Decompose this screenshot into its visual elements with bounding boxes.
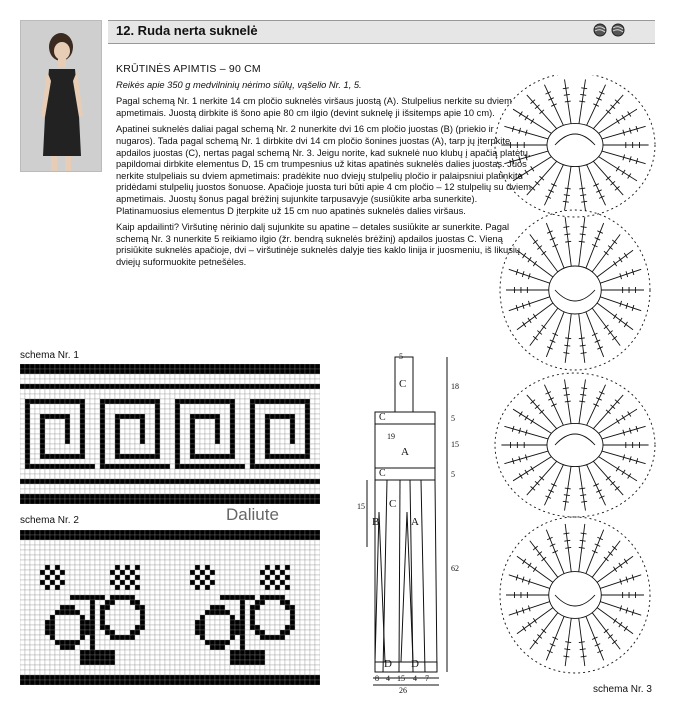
watermark-text: Daliute <box>226 505 279 524</box>
schema3-caption: schema Nr. 3 <box>593 684 652 695</box>
dim-bottom-2: 4 <box>386 674 390 683</box>
dim-strap-length: 18 <box>451 382 459 391</box>
materials-text: Reikės apie 350 g medvilninių nėrimo siūlų, vąšelio Nr. 1, 5. <box>116 79 362 90</box>
dim-bottom-4: 4 <box>413 674 417 683</box>
label-d-right: D <box>411 658 419 670</box>
paragraph-finishing: Kaip apdailinti? Viršutinę nėrinio dalį sujunkite su apatine – detales susiūkite ar sunerkite. Pagal schemą Nr. 3 nunerkite 5 reikiamo ilgio (žr. bendrą suknelės brėžinį) apdailos juostas C. Vieną prisiūkite suknelės apačioje, dvi – viršutinėje suknelės dalyje ties kaklo linija ir juosmeniu, iš likusių dviejų suformuokite petnešėles. <box>116 222 521 267</box>
paragraph-top-band: Pagal schemą Nr. 1 nerkite 14 cm pločio suknelės viršaus juostą (A). Stulpelius nerkite su dviem apmetimais. Juostą dirbkite iš šono apie 80 cm ilgio (devint suknelę ji išsitemps apie 10 cm). <box>116 96 512 118</box>
dim-d-offset: 15 <box>357 502 365 511</box>
dim-bottom-1: 8 <box>375 674 379 683</box>
dim-bottom-5: 7 <box>425 674 429 683</box>
label-c-top: C <box>379 412 386 423</box>
yarn-ball-icon <box>594 24 606 36</box>
yarn-ball-icon <box>612 24 624 36</box>
dim-bottom-total: 26 <box>399 686 407 695</box>
dim-a-height: 15 <box>451 440 459 449</box>
page-title: 12. Ruda nerta suknelė <box>116 23 258 38</box>
dim-c-mid-height: 5 <box>451 470 455 479</box>
label-a-top: A <box>401 446 409 458</box>
label-c-lower: C <box>389 498 397 510</box>
dim-strap-width: 5 <box>399 352 403 361</box>
label-c-mid: C <box>379 468 386 479</box>
bust-size-heading: KRŪTINĖS APIMTIS – 90 CM <box>116 63 261 75</box>
dim-c-height: 5 <box>451 414 455 423</box>
schema1-grid <box>20 364 320 509</box>
schema3-lace-chart <box>488 75 663 685</box>
label-a-lower: A <box>411 516 419 528</box>
schema2-caption: schema Nr. 2 <box>20 515 79 526</box>
schema1-caption: schema Nr. 1 <box>20 350 79 361</box>
dim-top-width: 19 <box>387 432 395 441</box>
schema2-grid <box>20 530 320 690</box>
instructions-text <box>116 64 534 274</box>
dim-lower-length: 62 <box>451 564 459 573</box>
dim-bottom-3: 15 <box>397 674 405 683</box>
label-d-left: D <box>384 658 392 670</box>
header-icons <box>592 22 632 43</box>
label-c-strap: C <box>399 378 407 390</box>
dress-diagram-labels <box>355 352 460 697</box>
paragraph-bottom-part: Apatinei suknelės daliai pagal schemą Nr. 2 nunerkite dvi 16 cm pločio juostas (B) (priekio ir nugaros). Tada pagal schemą Nr. 1 dirbkite dvi 14 cm pločio šonines juostas (A), tarp jų įterpkite apdailos juostas (C), nertas pagal schemą Nr. 3. Jeigu norite, kad suknelė nuo klubų į apačią platėtų, papildomai dirbkite elementus D, 15 cm trumpesnius už kitas apatinės suknelės dalies juostas. Juos nerkite stulpeliais su dviem apmetimais: pradėkite nuo dviejų stulpelių pločio ir palaipsniui platinkite pridėdami stulpelių juostos šonuose. Apačioje juosta turi būti apie 4 cm pločio – 12 stulpelių su dviem apmetimais. Juostų šonus pagal brėžinį sujunkite tarpusavyje (susiūkite arba sunerkite). Platinamuosius elementus D įterpkite už 15 cm nuo apatinės suknelės dalies viršaus. <box>116 124 531 216</box>
label-b: B <box>372 516 380 528</box>
model-photo <box>20 20 102 172</box>
